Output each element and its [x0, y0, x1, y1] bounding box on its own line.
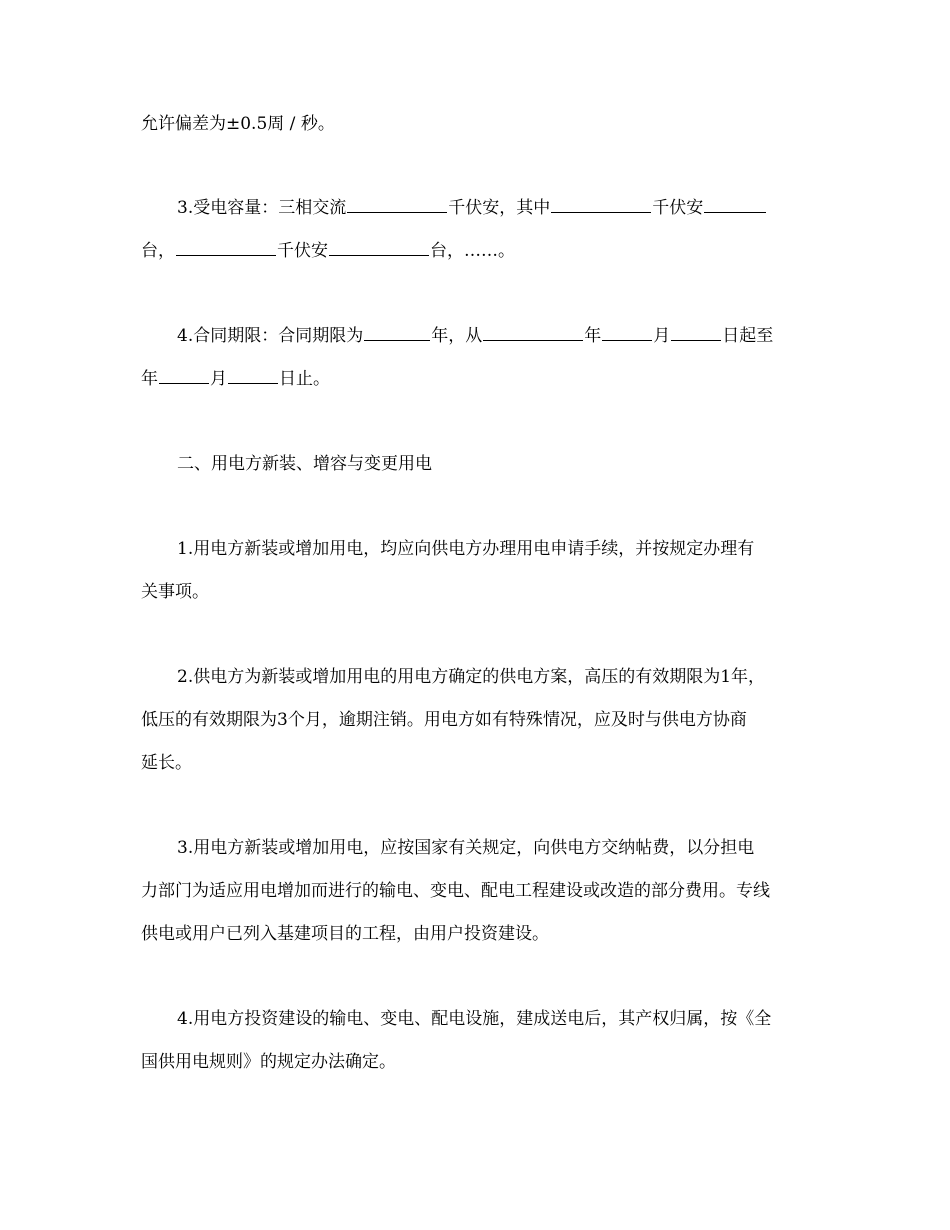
- text-segment: 日起至: [722, 326, 774, 346]
- start-year-blank[interactable]: [483, 324, 583, 341]
- text-line: 国供用电规则》的规定办法确定。: [141, 1052, 396, 1072]
- text-segment: 年: [584, 326, 602, 346]
- text-segment: 年: [141, 369, 158, 389]
- paragraph-capacity: [141, 187, 811, 273]
- text-line: 3.用电方新装或增加用电，应按国家有关规定，向供电方交纳帖费，以分担电: [177, 838, 755, 858]
- text-line: 关事项。: [141, 582, 209, 602]
- end-day-blank[interactable]: [228, 367, 278, 384]
- text-segment: 千伏安: [652, 198, 704, 218]
- text-line: 供电或用户已列入基建项目的工程，由用户投资建设。: [141, 924, 549, 944]
- start-day-blank[interactable]: [671, 324, 721, 341]
- paragraph-clause-2: [141, 656, 811, 785]
- text-line: 1.用电方新装或增加用电，均应向供电方办理用电申请手续，并按规定办理有: [177, 539, 755, 559]
- paragraph-frequency-tolerance: [141, 103, 811, 146]
- text-segment: 台，……。: [430, 241, 515, 261]
- text-segment: 千伏安，其中: [448, 198, 551, 218]
- paragraph-clause-3: [141, 827, 811, 956]
- text-line: [141, 358, 811, 401]
- text-segment: 4.合同期限：合同期限为: [177, 326, 364, 346]
- end-month-blank[interactable]: [159, 367, 209, 384]
- capacity-blank[interactable]: [347, 196, 447, 213]
- text-line: 低压的有效期限为3个月，逾期注销。用电方如有特殊情况，应及时与供电方协商: [141, 710, 747, 730]
- paragraph-clause-1: [141, 528, 811, 614]
- capacity-sub-blank[interactable]: [551, 196, 651, 213]
- text-segment: 年，从: [431, 326, 483, 346]
- unit-count-blank-2[interactable]: [329, 239, 429, 256]
- text-segment: 日止。: [279, 369, 330, 389]
- section-heading: [141, 443, 847, 486]
- text-line: 2.供电方为新装或增加用电的用电方确定的供电方案，高压的有效期限为1年，: [177, 667, 766, 687]
- start-month-blank[interactable]: [602, 324, 652, 341]
- paragraph-contract-term: [141, 315, 811, 401]
- capacity-sub-blank-2[interactable]: [176, 239, 276, 256]
- text-segment: 3.受电容量：三相交流: [177, 198, 347, 218]
- text-segment: 月: [210, 369, 227, 389]
- text-line: [141, 187, 811, 230]
- text-line: 4.用电方投资建设的输电、变电、配电设施，建成送电后，其产权归属，按《全: [177, 1009, 772, 1029]
- term-years-blank[interactable]: [364, 324, 430, 341]
- text-line: 允许偏差为±0.5周 / 秒。: [141, 114, 335, 134]
- paragraph-clause-4: [141, 998, 811, 1084]
- text-line: [141, 230, 811, 273]
- text-line: [141, 315, 811, 358]
- text-line: 力部门为适应用电增加而进行的输电、变电、配电工程建设或改造的部分费用。专线: [141, 881, 770, 901]
- text-segment: 台，: [141, 241, 175, 261]
- text-segment: 千伏安: [277, 241, 328, 261]
- unit-count-blank[interactable]: [704, 196, 766, 213]
- text-segment: 月: [653, 326, 671, 346]
- text-line: 延长。: [141, 753, 192, 773]
- section-heading-text: 二、用电方新装、增容与变更用电: [177, 454, 432, 474]
